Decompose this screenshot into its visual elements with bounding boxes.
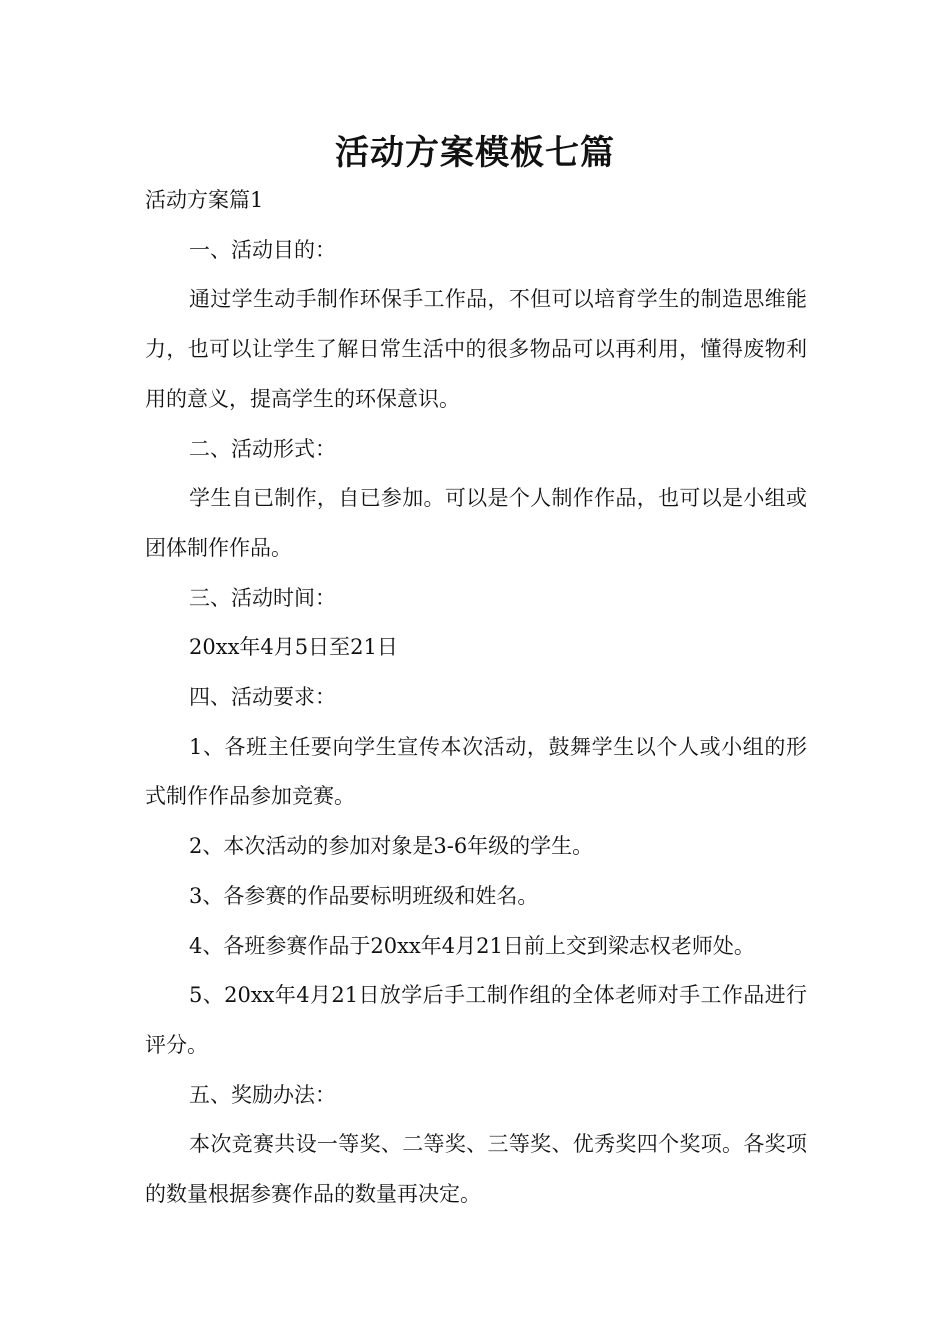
- heading-purpose: 一、活动目的：: [189, 237, 336, 262]
- document-title: 活动方案模板七篇: [335, 133, 615, 173]
- section-heading: 活动方案篇1: [145, 188, 264, 212]
- heading-requirements: 四、活动要求：: [189, 685, 336, 710]
- requirement-item-4: 4、各班参赛作品于20xx年4月21日前上交到梁志权老师处。: [189, 933, 755, 958]
- heading-form: 二、活动形式：: [189, 436, 336, 461]
- paragraph-purpose: 通过学生动手制作环保手工作品，不但可以培育学生的制造思维能力，也可以让学生了解日常生活中的很多物品可以再利用，懂得废物利用的意义，提高学生的环保意识。: [145, 287, 807, 411]
- heading-awards: 五、奖励办法：: [189, 1082, 336, 1107]
- requirement-item-5: 5、20xx年4月21日放学后手工制作组的全体老师对手工作品进行评分。: [145, 983, 807, 1057]
- document-body: [145, 176, 807, 1220]
- requirement-item-1: 1、各班主任要向学生宣传本次活动，鼓舞学生以个人或小组的形式制作作品参加竞赛。: [145, 734, 807, 809]
- paragraph-time: 20xx年4月5日至21日: [189, 635, 398, 660]
- requirement-item-3: 3、各参赛的作品要标明班级和姓名。: [189, 883, 539, 908]
- heading-time: 三、活动时间：: [189, 585, 336, 610]
- paragraph-awards: 本次竞赛共设一等奖、二等奖、三等奖、优秀奖四个奖项。各奖项的数量根据参赛作品的数量再决定。: [145, 1132, 807, 1207]
- requirement-item-2: 2、本次活动的参加对象是3-6年级的学生。: [189, 834, 594, 859]
- paragraph-form: 学生自已制作，自已参加。可以是个人制作作品，也可以是小组或团体制作作品。: [145, 486, 807, 560]
